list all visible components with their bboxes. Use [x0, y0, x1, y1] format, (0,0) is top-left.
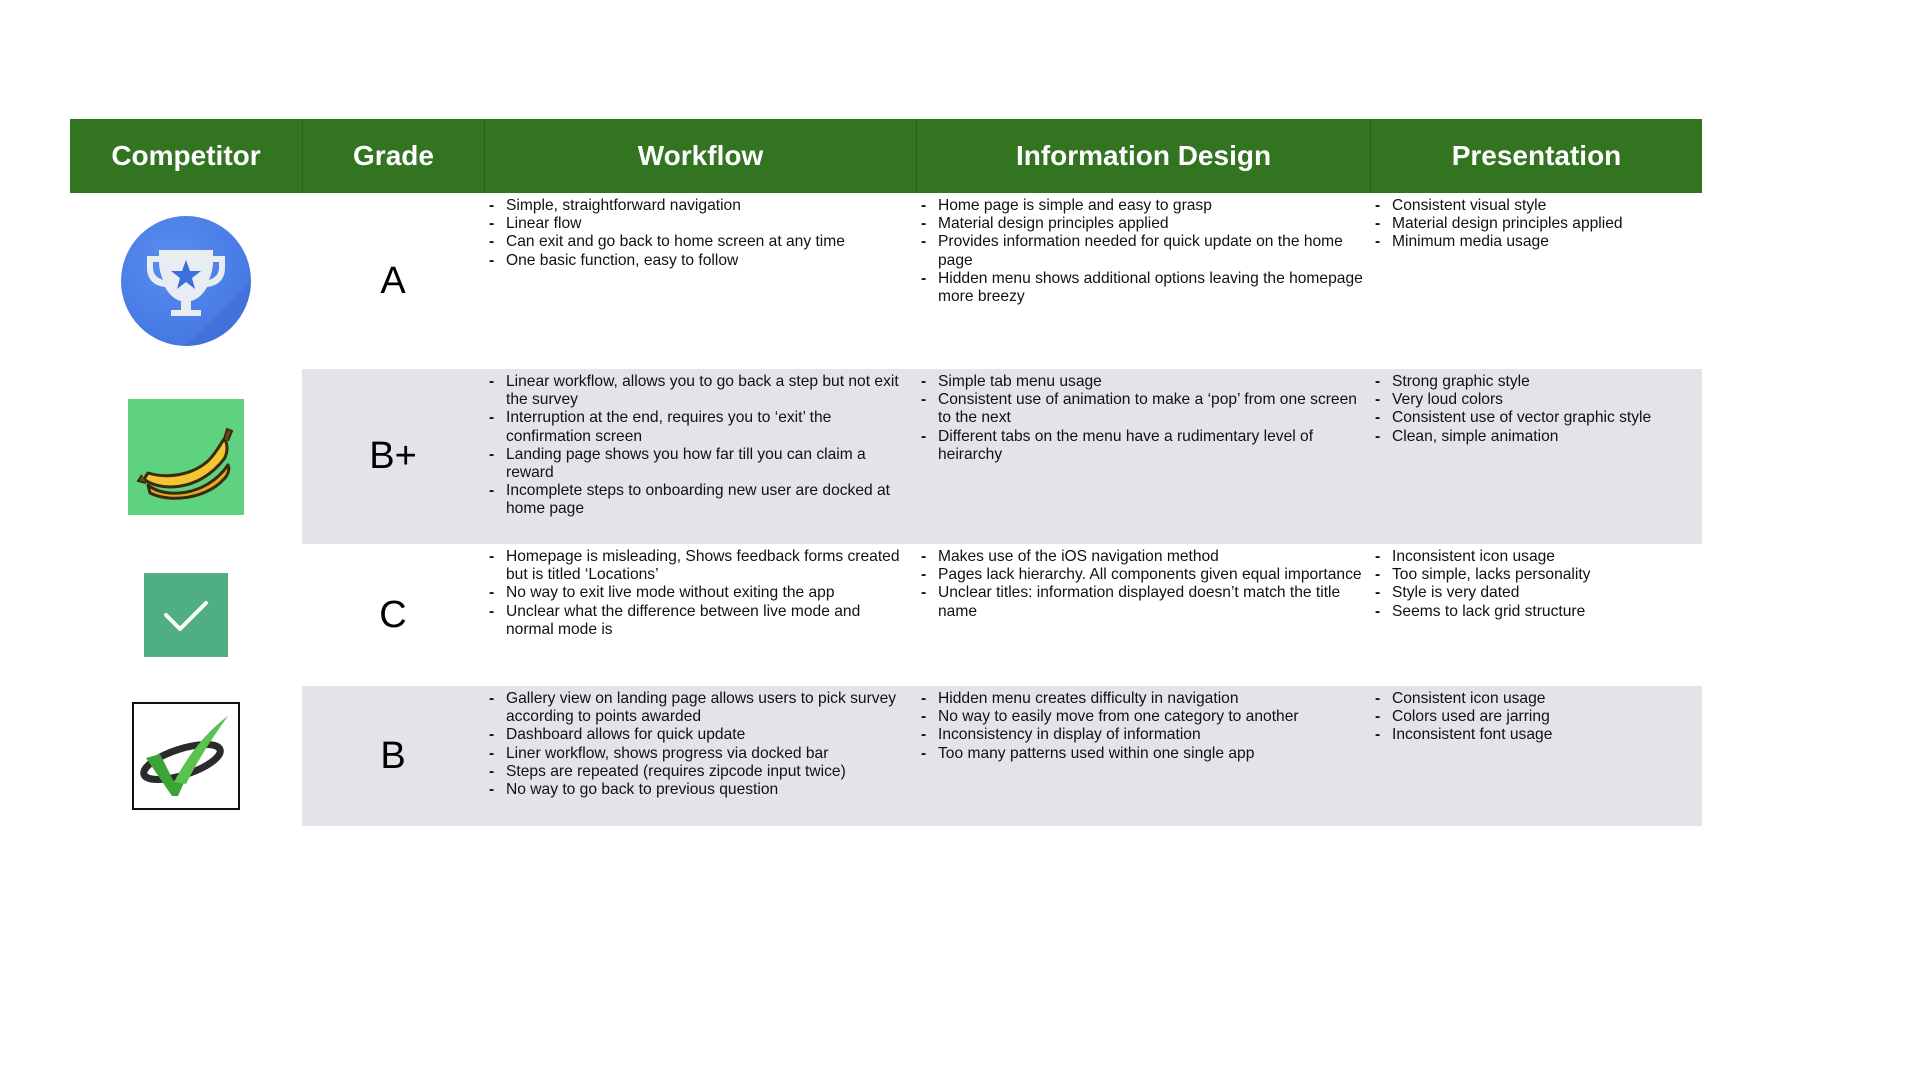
list-item: - No way to easily move from one category to another: [916, 708, 1366, 726]
table-row: [70, 686, 1702, 826]
list-item: - Style is very dated: [1370, 584, 1698, 602]
information-design-cell: [916, 544, 1370, 621]
list-item: - Inconsistency in display of information: [916, 726, 1366, 744]
list-item: - No way to exit live mode without exiting the app: [484, 584, 912, 602]
list-item: - Liner workflow, shows progress via docked bar: [484, 745, 912, 763]
list-item: - Consistent visual style: [1370, 197, 1698, 215]
list-item: - Too many patterns used within one single app: [916, 745, 1366, 763]
list-item: - Incomplete steps to onboarding new user are docked at home page: [484, 482, 912, 518]
list-item: - Linear flow: [484, 215, 912, 233]
list-item: - Inconsistent icon usage: [1370, 548, 1698, 566]
list-item: - Minimum media usage: [1370, 233, 1698, 251]
green-checkmark-app-icon: [144, 573, 228, 657]
list-item: - Unclear titles: information displayed doesn’t match the title name: [916, 584, 1366, 620]
list-item: - Very loud colors: [1370, 391, 1698, 409]
list-item: - Landing page shows you how far till you can claim a reward: [484, 446, 912, 482]
header-workflow: Workflow: [484, 119, 916, 193]
list-item: - Strong graphic style: [1370, 373, 1698, 391]
list-item: - Gallery view on landing page allows users to pick survey according to points awarded: [484, 690, 912, 726]
information-design-cell: [916, 193, 1370, 306]
list-item: - One basic function, easy to follow: [484, 252, 912, 270]
table-row: [70, 544, 1702, 686]
header-presentation: Presentation: [1370, 119, 1702, 193]
table-row: [70, 369, 1702, 544]
table-row: [70, 193, 1702, 369]
list-item: - No way to go back to previous question: [484, 781, 912, 799]
list-item: - Homepage is misleading, Shows feedback forms created but is titled ‘Locations’: [484, 548, 912, 584]
list-item: - Colors used are jarring: [1370, 708, 1698, 726]
workflow-cell: [484, 369, 916, 519]
swoosh-checkmark-app-icon: [132, 702, 240, 810]
list-item: - Inconsistent font usage: [1370, 726, 1698, 744]
list-item: - Can exit and go back to home screen at any time: [484, 233, 912, 251]
information-design-cell: [916, 369, 1370, 464]
list-item: - Simple tab menu usage: [916, 373, 1366, 391]
list-item: - Interruption at the end, requires you to ‘exit’ the confirmation screen: [484, 409, 912, 445]
presentation-cell: [1370, 686, 1702, 745]
list-item: - Hidden menu creates difficulty in navigation: [916, 690, 1366, 708]
grade: B+: [369, 435, 417, 477]
information-design-cell: [916, 686, 1370, 763]
grade: C: [379, 593, 407, 636]
list-item: - Different tabs on the menu have a rudimentary level of heirarchy: [916, 428, 1366, 464]
list-item: - Consistent use of vector graphic style: [1370, 409, 1698, 427]
workflow-cell: [484, 193, 916, 270]
header-information-design: Information Design: [916, 119, 1370, 193]
list-item: - Clean, simple animation: [1370, 428, 1698, 446]
workflow-cell: [484, 686, 916, 799]
presentation-cell: [1370, 193, 1702, 252]
header-grade: Grade: [302, 119, 484, 193]
list-item: - Steps are repeated (requires zipcode input twice): [484, 763, 912, 781]
list-item: - Makes use of the iOS navigation method: [916, 548, 1366, 566]
list-item: - Hidden menu shows additional options leaving the homepage more breezy: [916, 270, 1366, 306]
list-item: - Consistent use of animation to make a ‘pop’ from one screen to the next: [916, 391, 1366, 427]
header-competitor: Competitor: [70, 119, 302, 193]
list-item: - Simple, straightforward navigation: [484, 197, 912, 215]
list-item: - Seems to lack grid structure: [1370, 603, 1698, 621]
list-item: - Dashboard allows for quick update: [484, 726, 912, 744]
competitor-logo-cell: [70, 193, 302, 369]
list-item: - Material design principles applied: [1370, 215, 1698, 233]
workflow-cell: [484, 544, 916, 639]
grade: B: [380, 734, 406, 777]
competitor-logo-cell: [70, 686, 302, 826]
presentation-cell: [1370, 544, 1702, 621]
list-item: - Consistent icon usage: [1370, 690, 1698, 708]
competitor-logo-cell: [70, 544, 302, 686]
list-item: - Home page is simple and easy to grasp: [916, 197, 1366, 215]
grade: A: [380, 259, 406, 302]
list-item: - Linear workflow, allows you to go back a step but not exit the survey: [484, 373, 912, 409]
banana-app-icon: [128, 399, 244, 515]
list-item: - Provides information needed for quick update on the home page: [916, 233, 1366, 269]
list-item: - Unclear what the difference between live mode and normal mode is: [484, 603, 912, 639]
list-item: - Too simple, lacks personality: [1370, 566, 1698, 584]
google-opinion-rewards-trophy-icon: [121, 216, 251, 346]
competitor-logo-cell: [70, 369, 302, 544]
presentation-cell: [1370, 369, 1702, 446]
list-item: - Material design principles applied: [916, 215, 1366, 233]
list-item: - Pages lack hierarchy. All components given equal importance: [916, 566, 1366, 584]
